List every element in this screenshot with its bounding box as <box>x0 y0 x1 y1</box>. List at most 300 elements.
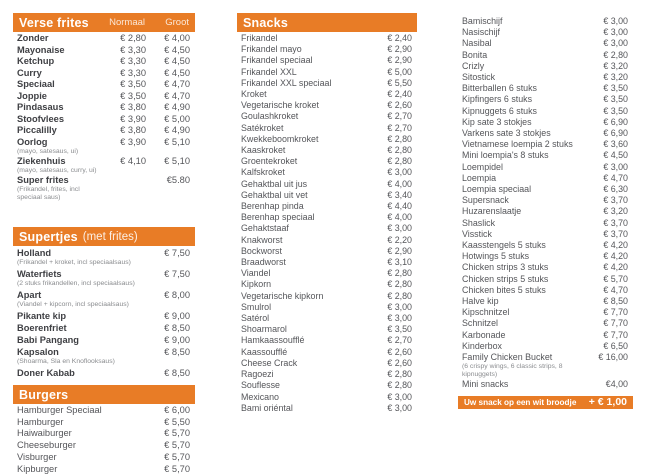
menu-item-row <box>462 206 628 217</box>
broodje-banner <box>458 396 633 410</box>
item-name: Bonita <box>462 49 488 60</box>
item-name-wrap <box>462 184 578 195</box>
menu-item-row <box>462 218 628 229</box>
item-price-normaal: € 3,30 <box>120 67 146 78</box>
menu-item-row <box>17 452 190 464</box>
item-name-wrap <box>17 428 146 440</box>
menu-item-row <box>462 229 628 240</box>
item-price: € 7,50 <box>164 248 190 258</box>
item-name: Zonder <box>17 33 49 43</box>
item-name-wrap <box>462 38 578 49</box>
item-price: € 5,50 <box>387 77 412 88</box>
item-name: Shaslick <box>462 217 496 228</box>
item-name: Cheeseburger <box>17 440 76 451</box>
item-name-wrap <box>241 223 362 234</box>
item-price-normaal: € 3,90 <box>120 136 146 147</box>
menu-item-row <box>462 285 628 296</box>
item-name-wrap <box>241 369 362 380</box>
menu-item-row <box>17 79 190 91</box>
menu-item-row <box>17 247 190 268</box>
item-name-wrap <box>241 145 362 156</box>
item-name-wrap <box>241 302 362 313</box>
supertjes-header-bar <box>13 227 195 246</box>
item-price: € 4,00 <box>387 178 412 189</box>
item-name-wrap <box>241 403 362 414</box>
item-price: € 2,80 <box>387 133 412 144</box>
menu-item-row <box>241 358 412 369</box>
item-price: € 3,10 <box>387 257 412 268</box>
item-name-wrap <box>17 137 102 156</box>
item-price: € 2,80 <box>387 268 412 279</box>
item-name: Kinderbox <box>462 340 502 351</box>
verse-frites-title: Verse frites <box>19 15 89 30</box>
menu-item-row <box>17 440 190 452</box>
item-price: € 2,60 <box>387 346 412 357</box>
item-name: Frikandel mayo <box>241 44 302 55</box>
item-price: € 2,70 <box>387 122 412 133</box>
menu-item-row <box>462 27 628 38</box>
item-name: Gehaktbal uit vet <box>241 189 308 200</box>
item-name: Smulrol <box>241 301 272 312</box>
item-price: € 6,50 <box>603 340 628 351</box>
menu-item-row <box>462 150 628 161</box>
item-price: € 3,40 <box>387 189 412 200</box>
item-price: € 4,20 <box>603 251 628 262</box>
item-description: (Frikandel, frites, incl speciaal saus) <box>17 186 80 201</box>
item-price-groot: €5.80 <box>166 174 190 185</box>
item-name-wrap <box>241 347 362 358</box>
item-price: € 3,70 <box>603 228 628 239</box>
item-name: Kipburger <box>17 463 58 474</box>
item-name-wrap <box>241 257 362 268</box>
menu-item-row <box>462 83 628 94</box>
menu-item-row <box>241 347 412 358</box>
section-burgers <box>13 385 195 475</box>
item-price: € 7,70 <box>603 307 628 318</box>
menu-item-row <box>462 38 628 49</box>
menu-item-row <box>241 179 412 190</box>
item-price-groot: € 5,10 <box>164 136 190 147</box>
item-price-groot: € 4,50 <box>164 56 190 66</box>
item-name-wrap <box>241 89 362 100</box>
item-name-wrap <box>17 367 146 379</box>
item-name-wrap <box>462 296 578 307</box>
item-name: Kaassoufflé <box>241 346 288 357</box>
item-name: Hamburger <box>17 416 64 427</box>
menu-item-row <box>241 235 412 246</box>
menu-item-row <box>17 346 190 367</box>
menu-item-row <box>241 156 412 167</box>
item-name-wrap <box>462 352 578 379</box>
item-name: Knakworst <box>241 234 283 245</box>
item-price: € 2,80 <box>387 156 412 167</box>
item-price-groot: € 4,50 <box>164 44 190 55</box>
item-price: € 3,00 <box>387 313 412 324</box>
item-price: € 5,50 <box>164 416 190 427</box>
column-header-groot: Groot <box>165 17 189 28</box>
item-name-wrap <box>241 324 362 335</box>
item-name-wrap <box>462 229 578 240</box>
item-price: € 7,70 <box>603 318 628 329</box>
menu-item-row <box>462 139 628 150</box>
item-name-wrap <box>462 16 578 27</box>
menu-item-row <box>241 123 412 134</box>
item-name-wrap <box>462 379 578 390</box>
item-name: Viandel <box>241 268 271 279</box>
item-description: (Frikandel + kroket, incl speciaalsaus) <box>17 259 131 266</box>
menu-item-row <box>17 56 190 68</box>
item-name: Kaaskroket <box>241 145 286 156</box>
item-price: € 3,20 <box>603 72 628 83</box>
menu-item-row <box>462 162 628 173</box>
item-price: € 4,20 <box>603 262 628 273</box>
item-price-groot: € 4,50 <box>164 67 190 78</box>
item-name-wrap <box>241 134 362 145</box>
item-name-wrap <box>462 106 578 117</box>
item-price: € 9,00 <box>164 335 190 345</box>
item-name-wrap <box>462 50 578 61</box>
burgers-title: Burgers <box>19 387 69 402</box>
item-name: Frikandel XXL <box>241 66 297 77</box>
item-name: Mini loempia's 8 stuks <box>462 150 549 161</box>
item-price: € 2,60 <box>387 100 412 111</box>
menu-item-row <box>17 405 190 417</box>
item-name: Nasibal <box>462 38 492 49</box>
broodje-banner-price: + € 1,00 <box>588 396 627 409</box>
item-name-wrap <box>462 195 578 206</box>
item-name: Kipschnitzel <box>462 307 510 318</box>
menu-item-row <box>241 392 412 403</box>
item-name: Mexicano <box>241 391 279 402</box>
menu-item-row <box>17 322 190 334</box>
item-name-wrap <box>462 128 578 139</box>
item-name-wrap <box>462 61 578 72</box>
menu-item-row <box>17 367 190 379</box>
menu-item-row <box>462 341 628 352</box>
menu-item-row <box>462 318 628 329</box>
menu-item-row <box>462 106 628 117</box>
section-verse-frites <box>13 13 195 201</box>
item-name: Berenhap pinda <box>241 201 304 212</box>
supertjes-subtitle: (met frites) <box>82 230 138 243</box>
item-name: Haiwaiburger <box>17 428 72 439</box>
item-name: Frikandel speciaal <box>241 55 313 66</box>
item-name-wrap <box>241 167 362 178</box>
item-name-wrap <box>17 289 146 310</box>
item-name: Crizly <box>462 60 485 71</box>
item-name: Huzarenslaatje <box>462 206 522 217</box>
burgers-header-bar <box>13 385 195 404</box>
item-price: € 5,70 <box>164 440 190 451</box>
menu-item-row <box>462 240 628 251</box>
item-name: Hamkaassoufflé <box>241 335 305 346</box>
item-name-wrap <box>17 114 102 126</box>
item-price: € 3,00 <box>387 402 412 413</box>
item-price: € 2,90 <box>387 44 412 55</box>
item-name-wrap <box>17 268 146 289</box>
item-name: Groentekroket <box>241 156 298 167</box>
item-price: € 3,70 <box>603 217 628 228</box>
supertjes-list <box>13 246 195 379</box>
menu-item-row <box>17 334 190 346</box>
menu-item-row <box>462 251 628 262</box>
item-name: Sitostick <box>462 72 496 83</box>
item-name: Visstick <box>462 228 492 239</box>
item-price-groot: € 4,90 <box>164 125 190 135</box>
item-name: Ziekenhuis <box>17 155 66 166</box>
item-name-wrap <box>17 175 102 202</box>
item-price: € 3,00 <box>603 161 628 172</box>
item-price: € 3,00 <box>387 391 412 402</box>
item-price: € 3,00 <box>387 301 412 312</box>
menu-item-row <box>241 279 412 290</box>
menu-item-row <box>462 262 628 273</box>
item-name: Kip sate 3 stokjes <box>462 116 532 127</box>
item-name-wrap <box>462 218 578 229</box>
item-name: Kwekkeboomkroket <box>241 133 319 144</box>
item-name: Joppie <box>17 90 47 101</box>
menu-item-row <box>462 352 628 379</box>
item-price: € 2,40 <box>387 89 412 100</box>
item-name-wrap <box>462 27 578 38</box>
item-name-wrap <box>241 235 362 246</box>
section-supertjes <box>13 227 195 379</box>
item-name-wrap <box>241 123 362 134</box>
item-price-groot: € 5,10 <box>164 155 190 166</box>
menu-item-row <box>241 291 412 302</box>
menu-item-row <box>462 117 628 128</box>
item-name-wrap <box>241 33 362 44</box>
item-name-wrap <box>17 79 102 91</box>
item-name: Boerenfriet <box>17 323 67 333</box>
item-price: € 16,00 <box>598 352 628 363</box>
item-name: Doner Kabab <box>17 368 75 378</box>
item-price-normaal: € 2,80 <box>120 33 146 43</box>
item-name-wrap <box>17 346 146 367</box>
item-name-wrap <box>17 405 146 417</box>
item-name-wrap <box>462 318 578 329</box>
menu-item-row <box>241 134 412 145</box>
menu-item-row <box>241 246 412 257</box>
menu-item-row <box>17 125 190 137</box>
item-price: € 3,20 <box>603 60 628 71</box>
item-name-wrap <box>241 44 362 55</box>
menu-item-row <box>17 33 190 45</box>
item-price: € 8,50 <box>164 347 190 357</box>
item-name-wrap <box>462 251 578 262</box>
item-name: Hotwings 5 stuks <box>462 251 530 262</box>
item-price: € 2,60 <box>387 357 412 368</box>
column-right <box>458 15 633 409</box>
item-price: € 6,90 <box>603 116 628 127</box>
item-price: € 4,20 <box>603 240 628 251</box>
item-price-normaal: € 3,80 <box>120 102 146 112</box>
item-name: Satékroket <box>241 122 284 133</box>
item-name-wrap <box>241 212 362 223</box>
item-price-groot: € 4,70 <box>164 79 190 89</box>
menu-item-row <box>17 45 190 57</box>
item-price: € 6,00 <box>164 405 190 415</box>
burgers-list <box>13 404 195 475</box>
menu-item-row <box>462 94 628 105</box>
menu-item-row <box>241 302 412 313</box>
item-name: Curry <box>17 67 42 78</box>
item-name: Bitterballen 6 stuks <box>462 83 537 94</box>
item-price: € 2,80 <box>387 145 412 156</box>
item-price: € 2,80 <box>387 369 412 380</box>
item-price: € 8,00 <box>164 290 190 300</box>
item-price-groot: € 5,00 <box>164 113 190 124</box>
item-price-groot: € 4,90 <box>164 102 190 112</box>
menu-item-row <box>241 44 412 55</box>
item-name-wrap <box>462 274 578 285</box>
item-name: Halve kip <box>462 296 499 307</box>
section-snacks <box>237 13 417 414</box>
menu-item-row <box>462 173 628 184</box>
item-price: € 6,90 <box>603 128 628 139</box>
item-price: € 3,00 <box>387 167 412 178</box>
item-name: Souflesse <box>241 380 280 391</box>
snacks-header-bar <box>237 13 417 32</box>
item-price: € 4,00 <box>387 212 412 223</box>
item-name: Chicken strips 3 stuks <box>462 262 549 273</box>
menu-item-row <box>241 201 412 212</box>
item-name: Ketchup <box>17 56 55 66</box>
item-price-normaal: € 3,50 <box>120 79 146 89</box>
item-name: Waterfiets <box>17 269 62 279</box>
item-name: Pindasaus <box>17 102 64 112</box>
item-price: € 4,70 <box>603 172 628 183</box>
item-price: € 3,00 <box>603 16 628 26</box>
item-name: Chicken bites 5 stuks <box>462 284 546 295</box>
item-price: € 3,00 <box>603 27 628 38</box>
menu-item-row <box>241 223 412 234</box>
item-price: € 3,60 <box>603 139 628 150</box>
item-price: € 2,70 <box>387 335 412 346</box>
menu-item-row <box>17 289 190 310</box>
menu-item-row <box>462 379 628 390</box>
item-price: € 5,70 <box>603 273 628 284</box>
item-price: € 4,40 <box>387 201 412 212</box>
item-name-wrap <box>462 94 578 105</box>
menu-item-row <box>241 380 412 391</box>
menu-item-row <box>462 307 628 318</box>
item-name-wrap <box>462 173 578 184</box>
item-price: € 3,70 <box>603 195 628 206</box>
item-price: € 8,50 <box>603 296 628 307</box>
item-name-wrap <box>462 240 578 251</box>
item-name: Loempia speciaal <box>462 184 532 195</box>
menu-item-row <box>17 137 190 156</box>
menu-item-row <box>241 190 412 201</box>
menu-item-row <box>241 268 412 279</box>
item-name-wrap <box>241 55 362 66</box>
item-price-normaal: € 3,90 <box>120 113 146 124</box>
item-name: Mini snacks <box>462 379 509 390</box>
item-price: € 9,00 <box>164 311 190 321</box>
menu-item-row <box>241 369 412 380</box>
item-price: € 3,50 <box>603 105 628 116</box>
item-name: Varkens sate 3 stokjes <box>462 128 551 139</box>
menu-item-row <box>17 268 190 289</box>
item-name-wrap <box>17 334 146 346</box>
item-name-wrap <box>17 45 102 57</box>
item-name-wrap <box>462 330 578 341</box>
item-name-wrap <box>241 279 362 290</box>
item-description: (Viandel + kipcorn, incl speciaalsaus) <box>17 301 129 308</box>
item-name: Pikante kip <box>17 311 67 321</box>
menu-item-row <box>241 55 412 66</box>
item-name: Chicken strips 5 stuks <box>462 273 549 284</box>
item-name-wrap <box>17 125 102 137</box>
broodje-banner-label: Uw snack op een wit broodje <box>464 397 577 407</box>
item-name: Babi Pangang <box>17 335 79 345</box>
item-description: (6 crispy wings, 6 classic strips, 8 kipnuggets) <box>462 363 563 378</box>
item-price: € 4,50 <box>603 150 628 161</box>
menu-item-row <box>17 156 190 175</box>
menu-item-row <box>241 78 412 89</box>
menu-item-row <box>462 72 628 83</box>
item-name-wrap <box>17 464 146 475</box>
item-price: € 7,50 <box>164 269 190 279</box>
snacks-title: Snacks <box>243 15 288 30</box>
item-name: Vietnamese loempia 2 stuks <box>462 139 573 150</box>
item-name-wrap <box>241 156 362 167</box>
item-name: Shoarmarol <box>241 324 287 335</box>
item-price-groot: € 4,70 <box>164 90 190 101</box>
item-name-wrap <box>462 117 578 128</box>
item-name: Kipkorn <box>241 279 272 290</box>
item-name: Oorlog <box>17 136 48 147</box>
item-name-wrap <box>17 56 102 68</box>
item-name-wrap <box>462 262 578 273</box>
verse-frites-list <box>13 32 195 201</box>
item-name: Kapsalon <box>17 347 59 357</box>
item-name-wrap <box>17 310 146 322</box>
item-name: Karbonade <box>462 329 506 340</box>
item-price: € 2,40 <box>387 33 412 43</box>
item-name: Piccalilly <box>17 125 57 135</box>
item-name-wrap <box>462 341 578 352</box>
item-name: Stoofvlees <box>17 113 65 124</box>
item-name-wrap <box>241 392 362 403</box>
column-left <box>13 13 195 475</box>
menu-item-row <box>17 428 190 440</box>
item-name-wrap <box>17 417 146 429</box>
item-name: Visburger <box>17 451 57 462</box>
item-name-wrap <box>17 102 102 114</box>
item-price: € 8,50 <box>164 368 190 378</box>
menu-item-row <box>462 274 628 285</box>
item-price: € 2,20 <box>387 234 412 245</box>
item-price: € 2,80 <box>603 49 628 60</box>
menu-item-row <box>241 100 412 111</box>
item-price-normaal: € 4,10 <box>120 155 146 166</box>
menu-item-row <box>241 212 412 223</box>
supertjes-title: Supertjes <box>19 229 78 244</box>
snacks-list <box>237 32 417 414</box>
item-price: € 3,50 <box>387 324 412 335</box>
item-name: Ragoezi <box>241 369 274 380</box>
item-name-wrap <box>241 380 362 391</box>
column-header-normaal: Normaal <box>109 17 145 28</box>
item-price: € 4,70 <box>603 284 628 295</box>
item-name-wrap <box>17 452 146 464</box>
item-description: (mayo, satesaus, curry, ui) <box>17 167 97 174</box>
item-name: Super frites <box>17 174 69 185</box>
menu-item-row <box>462 184 628 195</box>
menu-item-row <box>17 102 190 114</box>
